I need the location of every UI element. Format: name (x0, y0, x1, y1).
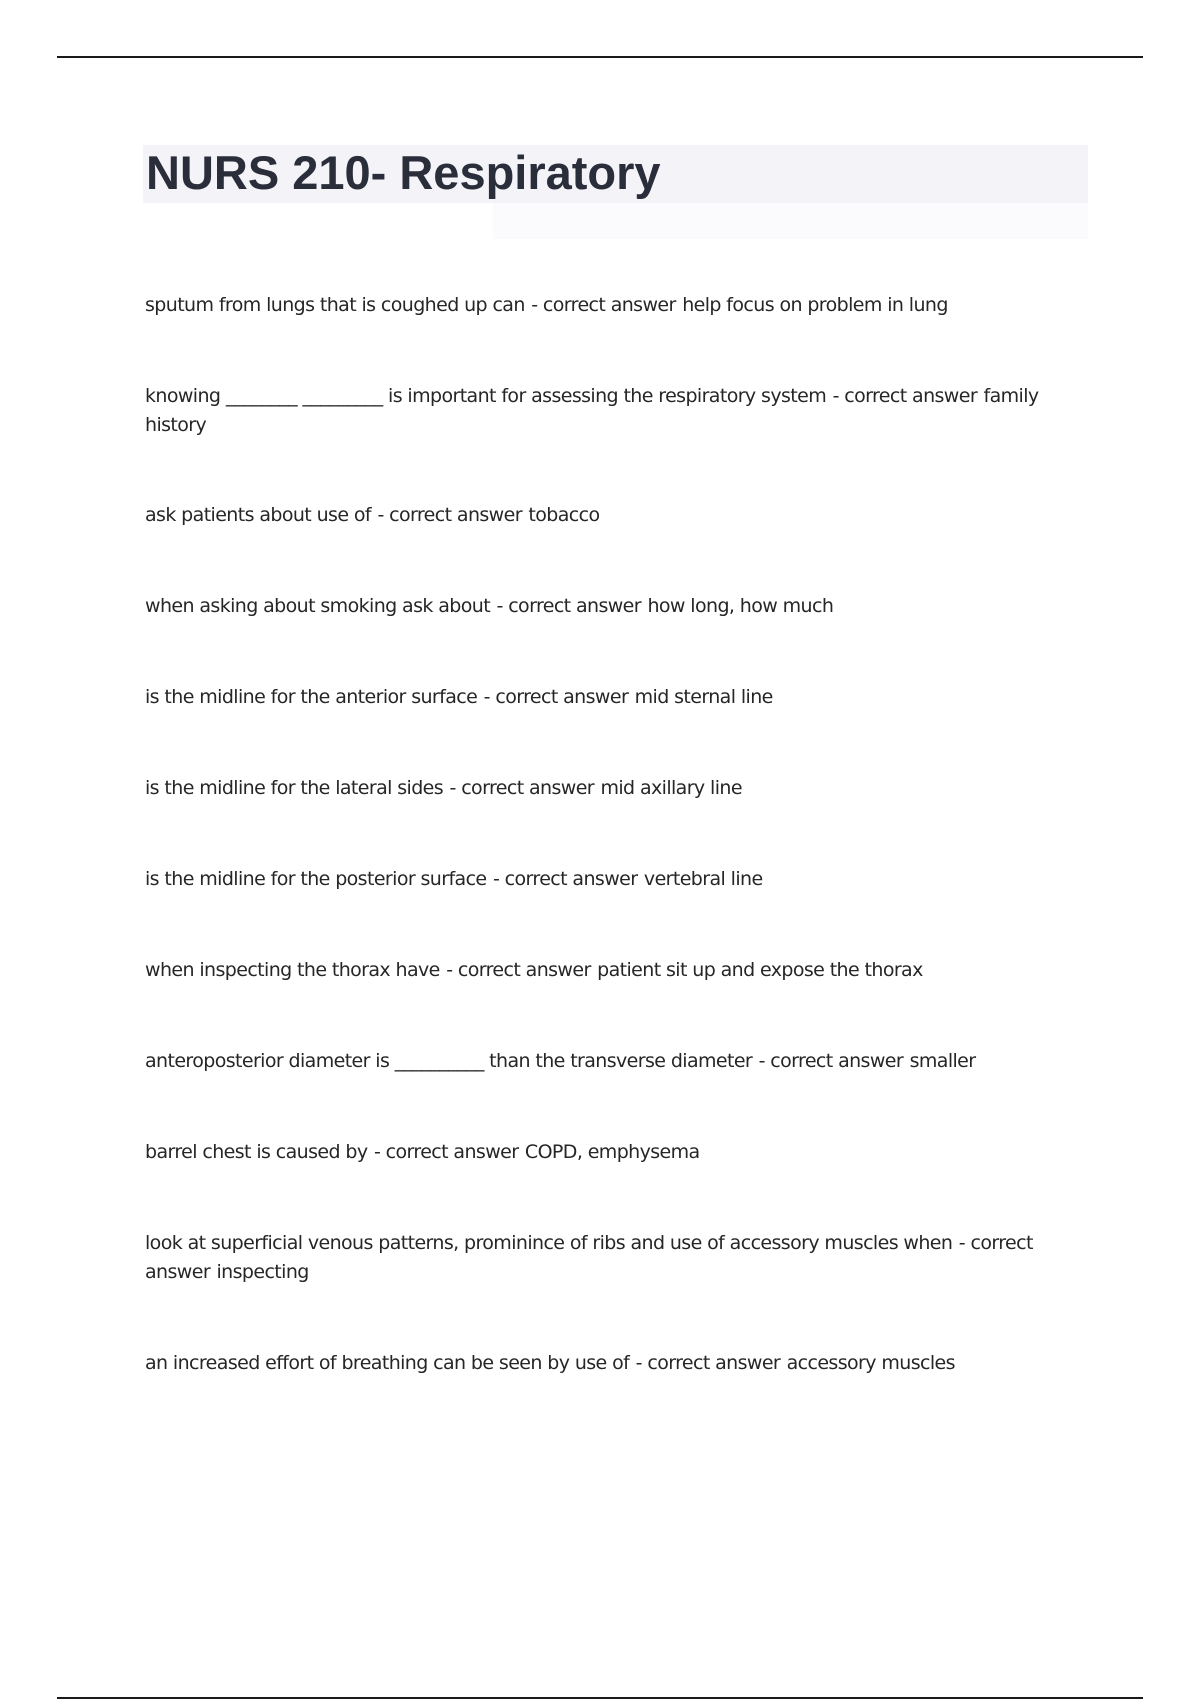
flashcard (145, 865, 1065, 894)
card-term: ask patients about use of (145, 504, 371, 526)
card-separator: - correct answer (531, 294, 676, 316)
card-separator: - correct answer (496, 595, 641, 617)
card-answer: how long, how much (647, 595, 834, 617)
card-term: is the midline for the posterior surface (145, 868, 487, 890)
card-term: is the midline for the anterior surface (145, 686, 478, 708)
card-term: anteroposterior diameter is __________ than the transverse diameter (145, 1050, 753, 1072)
card-separator: - correct answer (635, 1352, 781, 1374)
card-term: sputum from lungs that is coughed up can (145, 294, 525, 316)
card-separator: - correct answer (446, 959, 591, 981)
flashcard (145, 382, 1065, 440)
card-answer: smaller (909, 1050, 976, 1072)
flashcard (145, 501, 1065, 530)
card-answer: COPD, emphysema (524, 1141, 700, 1163)
card-answer: tobacco (528, 504, 600, 526)
card-answer: inspecting (216, 1261, 309, 1283)
card-separator: - correct answer (483, 686, 629, 708)
card-answer: mid sternal line (634, 686, 773, 708)
card-answer: mid axillary line (600, 777, 742, 799)
bottom-rule (57, 1697, 1143, 1699)
card-separator: - correct answer (373, 1141, 519, 1163)
card-separator: - correct answer (832, 385, 978, 407)
card-answer: accessory muscles (786, 1352, 955, 1374)
card-separator: - correct answer (377, 504, 522, 526)
card-term: is the midline for the lateral sides (145, 777, 444, 799)
card-term: when inspecting the thorax have (145, 959, 440, 981)
flashcard (145, 774, 1065, 803)
card-answer: help focus on problem in lung (682, 294, 948, 316)
card-term: an increased effort of breathing can be seen by use of (145, 1352, 630, 1374)
flashcard (145, 1138, 1065, 1167)
flashcard (145, 1229, 1065, 1287)
card-answer: patient sit up and expose the thorax (597, 959, 923, 981)
flashcard (145, 956, 1065, 985)
card-answer: vertebral line (643, 868, 763, 890)
card-separator: - correct answer (145, 1232, 1033, 1283)
card-term: when asking about smoking ask about (145, 595, 491, 617)
top-rule (57, 56, 1143, 58)
flashcard (145, 683, 1065, 712)
card-answer: family history (145, 385, 1039, 436)
card-term: barrel chest is caused by (145, 1141, 368, 1163)
flashcard (145, 291, 1065, 320)
flashcard (145, 1349, 1065, 1378)
flashcard (145, 1047, 1065, 1076)
card-term: knowing ________ _________ is important for assessing the respiratory system (145, 385, 827, 407)
card-term: look at superficial venous patterns, prominince of ribs and use of accessory muscles when (145, 1232, 953, 1254)
card-separator: - correct answer (758, 1050, 904, 1072)
document-title: NURS 210- Respiratory (146, 146, 661, 199)
card-separator: - correct answer (449, 777, 595, 799)
card-separator: - correct answer (492, 868, 638, 890)
flashcard (145, 592, 1065, 621)
